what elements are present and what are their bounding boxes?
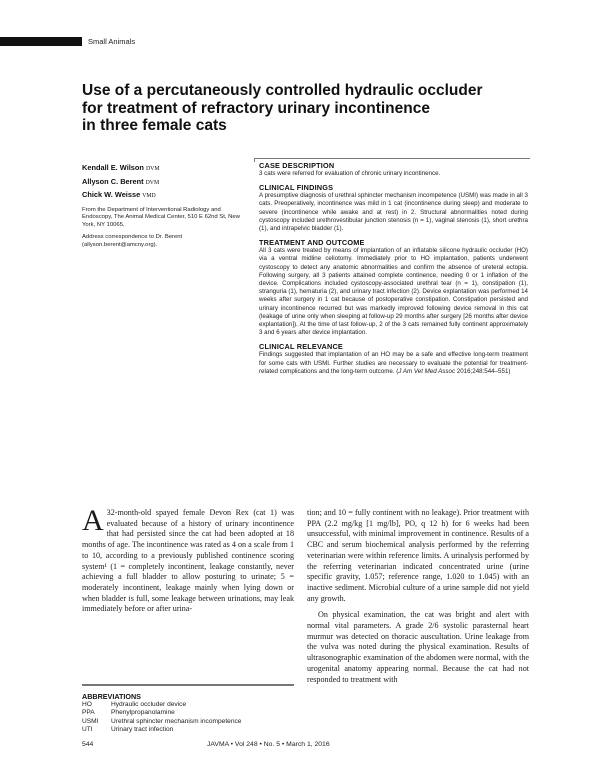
clinical-findings-heading: CLINICAL FINDINGS [259,183,334,193]
abbreviation-key: USMI [82,717,99,725]
case-description-text: 3 cats were referred for evaluation of chronic urinary incontinence. [259,170,441,177]
abbreviation-row [82,709,294,717]
author-degree: VMD [142,193,156,199]
abbreviation-row [82,718,294,726]
abstract-corner-rule [254,158,255,162]
affiliation: From the Department of Interventional Radiology and Endoscopy, The Animal Medical Center, 510 E 62nd St, New York, NY 10065. [82,206,240,228]
author-name: Kendall E. Wilson [82,163,144,172]
abbreviation-value: Hydraulic occluder device [111,701,187,708]
author-degree: DVM [145,179,160,186]
clinical-relevance-text [259,351,528,376]
abbreviation-key: HO [82,701,92,708]
abbreviation-value: Urethral sphincter mechanism incompetence [111,717,242,725]
abbreviation-value: Urinary tract infection [111,726,174,734]
journal-footer: JAVMA • Vol 248 • No. 5 • March 1, 2016 [207,741,330,748]
section-label: Small Animals [88,37,136,46]
treatment-text: All 3 cats were treated by means of implantation of an inflatable silicone hydraulic occluder (HO) via a ventral midline celiotomy. Immediately prior to HO implantation, patients underwent cystoscopy to detect any anatomic abnormalities and confirm the absence of ureteral ectopia. Following surgery, all 3 patients attained complete continence, needing 0 or 1 inflation of the device. Complications included cystoscopy-associated urethral tear (n = 1), constipation (1), stranguria (1), hematuria (2), and urinary tract infection (2). Device explantation was performed 14 weeks after surgery in 1 cat because of postoperative constipation. Constipation persisted and urinary incontinence recurred but was markedly improved following device removal in this cat (leakage of urine only when sleeping at follow-up 29 months after surgery [26 months after device explantation]). At the time of last follow-up, 2 of the 3 cats remained fully continent approximately 3 and 6 years after device implantation. [259,247,528,337]
clinical-relevance-heading: CLINICAL RELEVANCE [259,342,344,352]
journal-citation: J Am Vet Med Assoc [398,367,456,375]
abbreviation-row [82,701,294,709]
body-column-left [82,504,294,615]
article-title [82,82,502,135]
abbreviation-key: UTI [82,726,93,734]
abbreviations-heading: ABBREVIATIONS [82,692,141,701]
author-degree: DVM [145,166,160,172]
page-number: 544 [82,741,94,748]
abbreviation-key: PPA [82,709,95,717]
author-name: Chick W. Weisse [82,190,141,199]
author-block [82,162,247,249]
author-3 [82,189,247,203]
case-description-heading: CASE DESCRIPTION [259,161,335,170]
author-1 [82,162,247,176]
abstract-top-rule [254,158,530,159]
author-2 [82,176,247,190]
author-name: Allyson C. Berent [82,176,144,186]
relevance-text: Findings suggested that implantation of an HO may be a safe and effective long-term treatment for some cats with USMI. Further studies are necessary to evaluate the potential for treatment-related complications and the long-term outcome. ( [259,351,528,375]
title-line-2: for treatment of refractory urinary incontinence [82,99,430,117]
abbreviations-box [82,684,294,735]
body-paragraph-continued: tion; and 10 = fully continent with no leakage). Prior treatment with PPA (2.2 mg/kg [1 mg/lb], PO, q 12 h) for 6 weeks had been unsuccessful, with minimal improvement in continence. Results of a CBC and serum biochemical analysis performed by the referring veterinarian were within reference limits. A urinalysis performed by the referring veterinarian indicated concentrated urine (urine specific gravity, 1.057; reference range, 1.020 to 1.045) with an inactive sediment. Microbial culture of a urine sample did not yield any growth. [307,508,529,603]
correspondence: Address correspondence to Dr. Berent (allyson.berent@amcny.org). [82,234,183,248]
title-line-1: Use of a percutaneously controlled hydraulic occluder [82,82,483,99]
clinical-findings-text: A presumptive diagnosis of urethral sphincter mechanism incompetence (USMI) was made in all 3 cats. Preoperatively, incontinence was mild in 1 cat (incontinence during sleep) and moderate to severe (incontinence while awake and at rest) in 2. Structural abnormalities noted during cystoscopy included urethrovestibular junction stenosis (n = 1), vaginal stenosis (1), short urethra (1), and intrapelvic bladder (1). [259,192,528,233]
treatment-heading: TREATMENT AND OUTCOME [259,238,365,248]
abbreviation-value: Phenylpropanolamine [111,709,175,717]
body-paragraph-2: On physical examination, the cat was bright and alert with normal vital parameters. A grade 2/6 systolic parasternal heart murmur was detected on thoracic auscultation. Urine leakage from the vulva was noted during the physical examination. Results of ultrasonographic examination of the abdomen were normal, with the urogenital anatomy appearing normal. Because the cat had not responded to treatment with [307,610,529,684]
title-line-3: in three female cats [82,117,227,134]
citation-details: 2016;248:544–551) [455,367,511,375]
drop-cap: A [82,504,104,537]
structured-abstract [259,161,528,376]
section-bar [0,37,82,46]
body-column-right [307,508,529,685]
abbreviation-row [82,726,294,734]
body-paragraph-1: 32-month-old spayed female Devon Rex (cat 1) was evaluated because of a history of urinary incontinence that had persisted since the cat had been adopted at 18 months of age. The incontinence was rated as 4 on a scale from 1 to 10, according to a previously published continence scoring system¹ (1 = completely incontinent, leakage constantly, never achieving a full bladder to allow posturing to urinate; 5 = moderately incontinent, leakage mainly when lying down or when bladder is full, some leakage between urinations, may leak immediately before or after urina- [82,508,294,614]
